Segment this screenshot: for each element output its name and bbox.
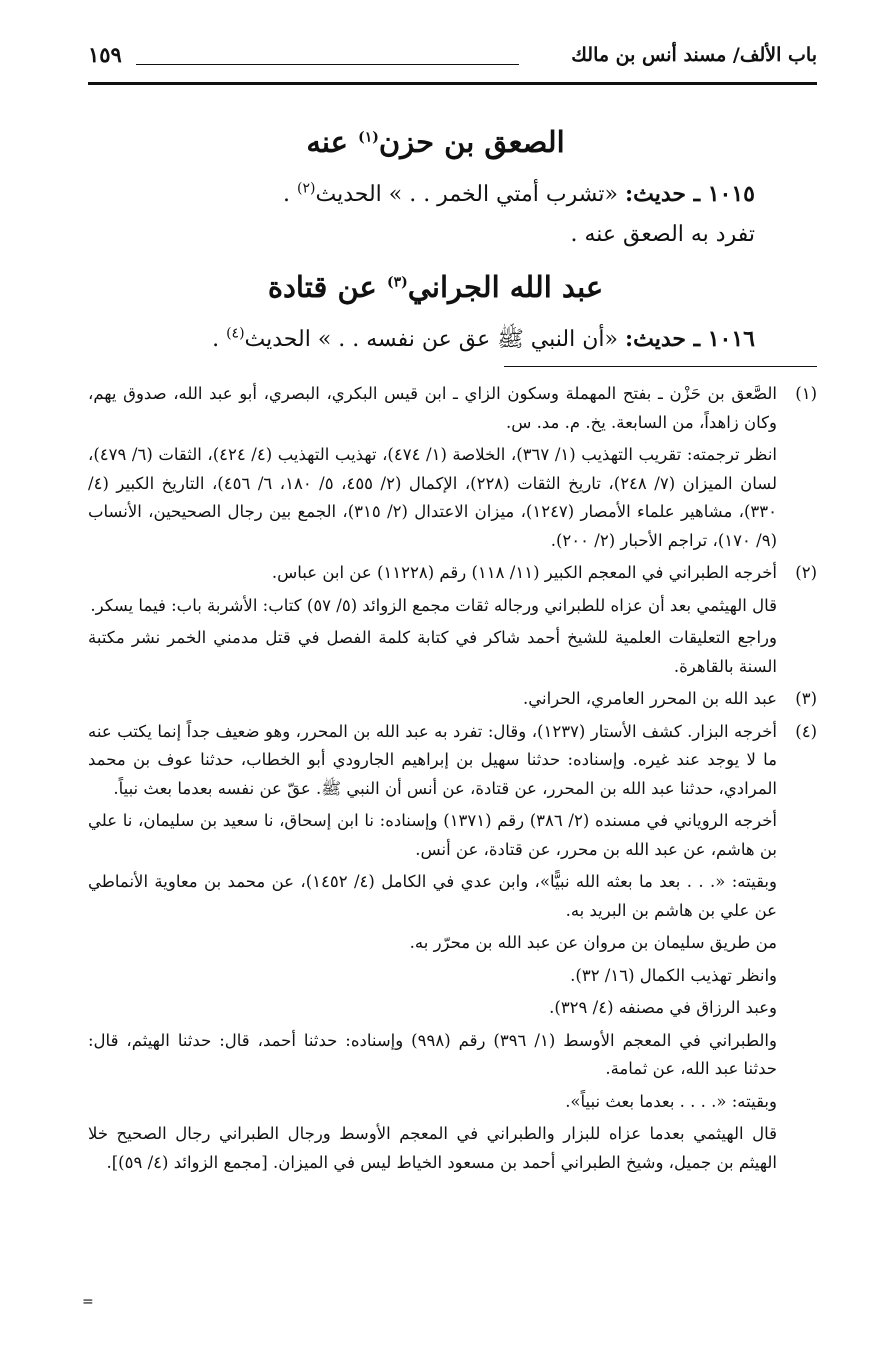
footnote-number: (٢) bbox=[795, 563, 817, 582]
section-title-suffix: عنه bbox=[306, 125, 359, 159]
footnote-ref: (٤) bbox=[226, 325, 245, 342]
footnote-paragraph: وبقيته: «. . . . بعدما بعث نبياً». bbox=[565, 1091, 777, 1111]
footnote bbox=[88, 718, 817, 1182]
section-heading bbox=[110, 267, 761, 307]
footnote-paragraph: الصَّعق بن حَزْن ـ بفتح المهملة وسكون الزاي ـ ابن قيس البكري، البصري، أبو عبد الله، صدوق يهم، وكان زاهداً، من السابعة. يخ. م. مد. س. bbox=[88, 384, 777, 432]
footnotes bbox=[88, 380, 817, 1181]
footnote-paragraph: أخرجه الطبراني في المعجم الكبير (١١/ ١١٨) رقم (١١٢٢٨) عن ابن عباس. bbox=[271, 563, 777, 582]
footnote-ref: (١) bbox=[358, 129, 379, 146]
footnote-ref: (٢) bbox=[297, 180, 316, 197]
footnote-number: (٣) bbox=[795, 689, 817, 708]
hadith-entry: ١٠١٦ ـ حديث: «أن النبي ﷺ عق عن نفسه . . » الحديث$^{(٤)}$ . bbox=[212, 325, 755, 352]
footnote bbox=[88, 380, 817, 559]
section-title: عبد الله الجراني bbox=[407, 270, 604, 304]
footnote bbox=[88, 559, 817, 685]
running-header bbox=[88, 38, 817, 78]
footnote-paragraph: أخرجه الروياني في مسنده (٢/ ٣٨٦) رقم (١٣٧١) وإسناده: نا ابن إسحاق، نا سعيد بن سليمان، نا علي بن هاشم، عن عبد الله بن محرر، عن قتادة، عن أنس. bbox=[88, 811, 777, 859]
hadith-number: ١٠١٦ ـ حديث: bbox=[624, 326, 755, 352]
main-text bbox=[110, 110, 761, 360]
footnote-paragraph: والطبراني في المعجم الأوسط (١/ ٣٩٦) رقم (٩٩٨) وإسناده: حدثنا أحمد، قال: حدثنا الهيثم، قال: حدثنا عبد الله، عن ثمامة. bbox=[88, 1030, 777, 1078]
section-heading bbox=[110, 122, 761, 162]
footnote-number: (١) bbox=[795, 384, 817, 403]
footnote-paragraph: وبقيته: «. . . بعد ما بعثه الله نبيًّا»، وابن عدي في الكامل (٤/ ١٤٥٢)، عن محمد بن معاوية الأنماطي عن علي بن هاشم بن البريد به. bbox=[88, 872, 777, 920]
footnote-paragraph: قال الهيثمي بعدما عزاه للبزار والطبراني في المعجم الأوسط ورجال الطبراني رجال الصحيح خلا الهيثم بن جميل، وشيخ الطبراني أحمد بن مسعود الخياط ليس في الميزان. [مجمع الزوائد (٤/ ٥٩)]. bbox=[88, 1124, 777, 1172]
hadith-entry: ١٠١٥ ـ حديث: «تشرب أمتي الخمر . . » الحديث$^{(٢)}$ . bbox=[283, 180, 755, 207]
hadith-text: «تشرب أمتي الخمر . . » الحديث bbox=[315, 182, 625, 207]
footnote-paragraph: انظر ترجمته: تقريب التهذيب (١/ ٣٦٧)، الخلاصة (١/ ٤٧٤)، تهذيب التهذيب (٤/ ٤٢٤)، الثقات (٦/ ٤٧٩)، لسان الميزان (٧/ ٢٤٨)، تاريخ الثقات (٢٢٨)، الإكمال (٢/ ٤٥٥، ٥/ ١٨٠، ٦/ ٤٥٦)، التاريخ الكبير (٤/ ٣٣٠)، مشاهير علماء الأمصار (١٢٤٧)، ميزان الاعتدال (٢/ ٣١٥)، الجمع بين رجال الصحيحين، الأنساب (٩/ ١٧٠)، تراجم الأحبار (٢/ ٢٠٠). bbox=[88, 445, 777, 550]
footnote-paragraph: وراجع التعليقات العلمية للشيخ أحمد شاكر في كتابة كلمة الفصل في قتل مدمني الخمر نشر مكتبة السنة بالقاهرة. bbox=[88, 628, 777, 676]
page-number: ١٥٩ bbox=[88, 42, 122, 67]
hadith-note: تفرد به الصعق عنه . bbox=[570, 222, 755, 247]
header-rule bbox=[88, 82, 817, 85]
footnote-separator bbox=[504, 366, 817, 367]
footnote-paragraph: من طريق سليمان بن مروان عن عبد الله بن محرّر به. bbox=[409, 933, 777, 952]
hadith-number: ١٠١٥ ـ حديث: bbox=[624, 181, 755, 207]
hadith-text: «أن النبي ﷺ عق عن نفسه . . » الحديث bbox=[244, 327, 625, 352]
footnote-number: (٤) bbox=[795, 721, 817, 741]
footnote bbox=[88, 685, 817, 718]
footnote-paragraph: وعبد الرزاق في مصنفه (٤/ ٣٢٩). bbox=[549, 998, 777, 1017]
footnote-ref: (٣) bbox=[386, 274, 408, 291]
footnote-paragraph: وانظر تهذيب الكمال (١٦/ ٣٢). bbox=[570, 965, 777, 985]
header-leader-line bbox=[136, 64, 519, 65]
running-title: باب الألف/ مسند أنس بن مالك bbox=[571, 44, 817, 66]
section-title-suffix: عن قتادة bbox=[267, 270, 387, 304]
section-title: الصعق بن حزن bbox=[378, 125, 565, 159]
footnote-paragraph: عبد الله بن المحرر العامري، الحراني. bbox=[523, 689, 777, 708]
footnote-paragraph: أخرجه البزار. كشف الأستار (١٢٣٧)، وقال: تفرد به عبد الله بن المحرر، وهو ضعيف جداً إنما يكتب عنه ما لا يوجد عند غيره. وإسناده: حدثنا سهيل بن إبراهيم الجارودي أبو الخطاب، حدثنا عوف بن محمد المرادي، حدثنا عبد الله بن المحرر، عن قتادة، عن أنس أن النبي ﷺ. عقّ عن نفسه بعدما بعث نبياً. bbox=[88, 721, 777, 798]
footnote-paragraph: قال الهيثمي بعد أن عزاه للطبراني ورجاله ثقات مجمع الزوائد (٥/ ٥٧) كتاب: الأشربة باب: فيما يسكر. bbox=[90, 595, 777, 615]
continuation-mark: = bbox=[82, 1294, 94, 1310]
